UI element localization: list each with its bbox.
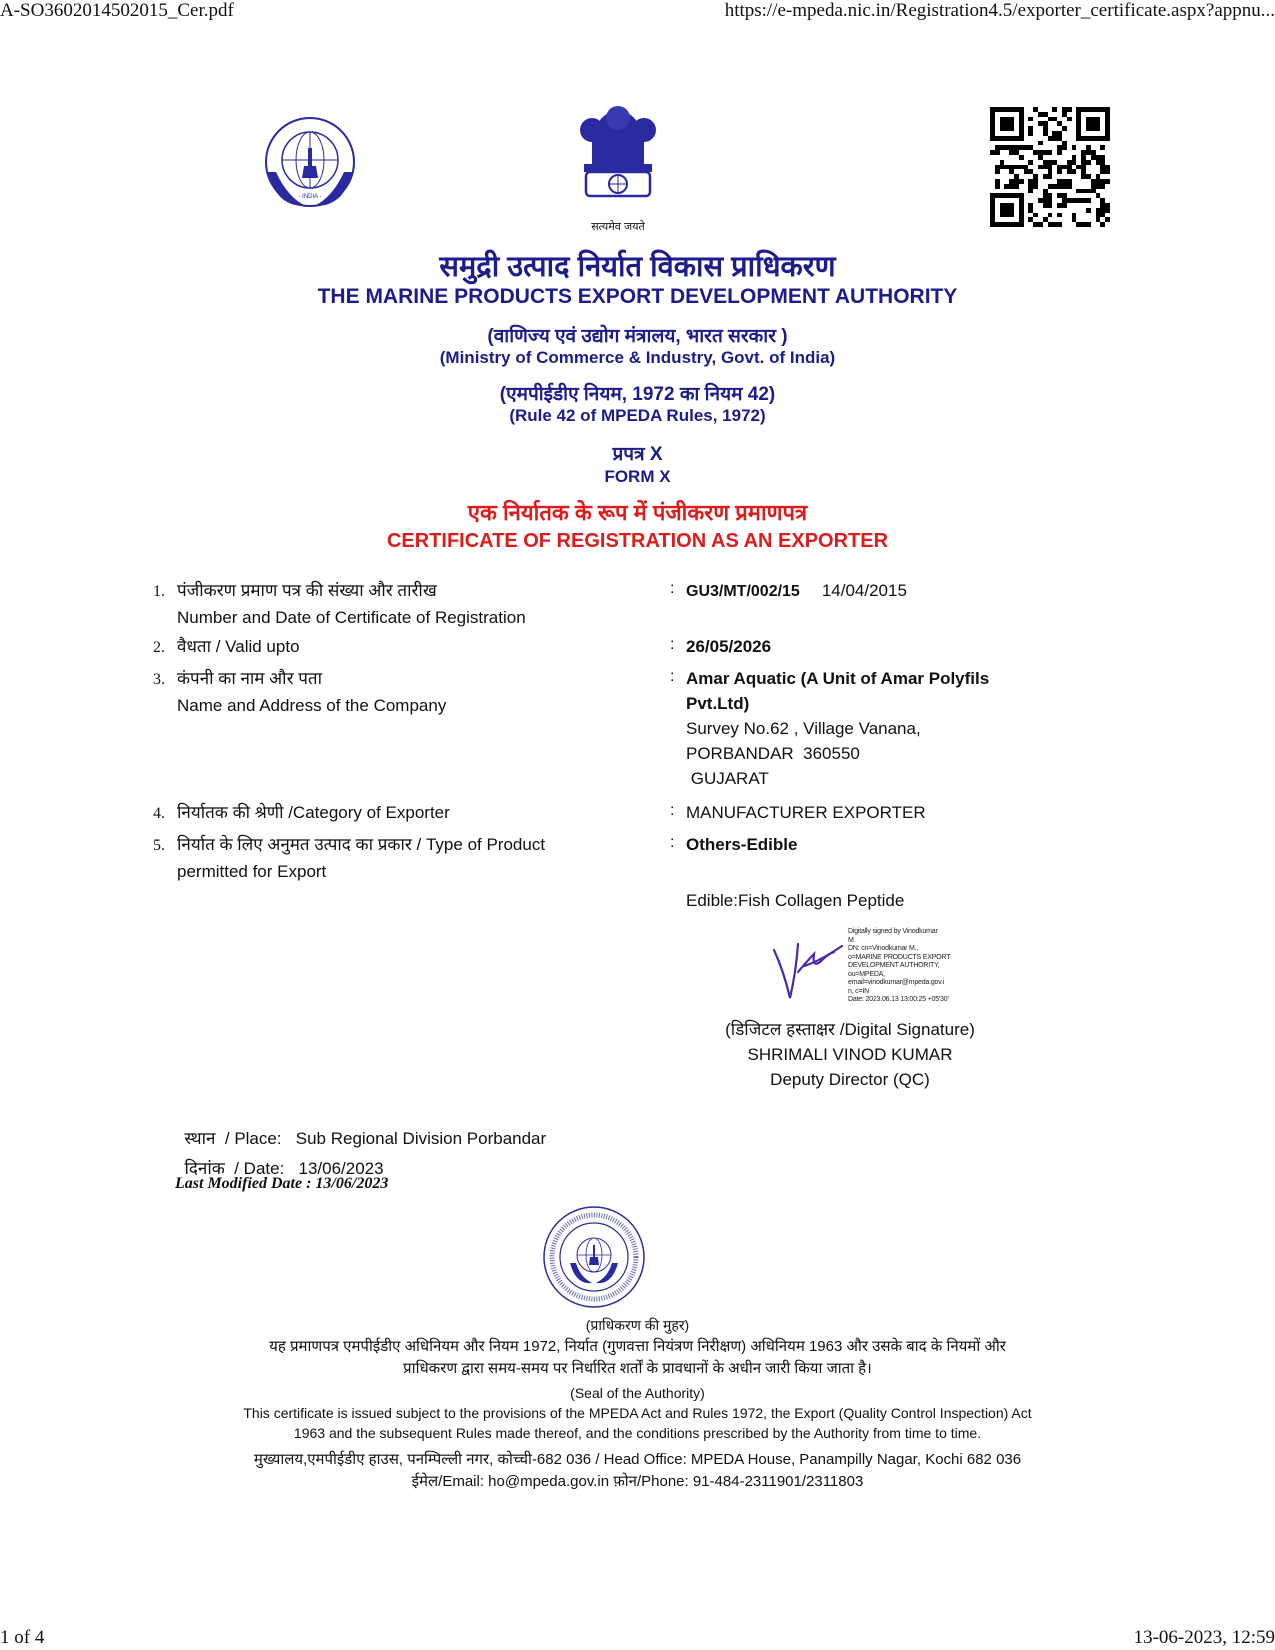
sig-meta-line: n, c=IN [848, 987, 869, 995]
field-number: 3. [153, 671, 165, 688]
pdf-url: https://e-mpeda.nic.in/Registration4.5/exporter_certificate.aspx?appnu... [724, 0, 1275, 21]
label-text: वैधता / Valid upto [177, 637, 300, 656]
sig-meta-line: DN: cn=Vinodkumar M., [848, 945, 919, 952]
label-english: Name and Address of the Company [177, 696, 447, 715]
ministry-english: (Ministry of Commerce & Industry, Govt. of India) [439, 348, 836, 367]
sig-meta-line: M. [848, 936, 856, 944]
mpeda-seal-icon [542, 1205, 646, 1309]
seal-label-english: (Seal of the Authority) [570, 1385, 705, 1401]
certificate-title-hindi: एक निर्यातक के रूप में पंजीकरण प्रमाणपत्र [467, 500, 808, 525]
rule-english: (Rule 42 of MPEDA Rules, 1972) [509, 406, 766, 425]
field-product-label [153, 832, 545, 885]
seal-label-hindi: (प्राधिकरण की मुहर) [585, 1317, 690, 1333]
notice-hindi-line1: यह प्रमाणपत्र एमपीईडीए अधिनियम और नियम 1972, निर्यात (गुणवत्ता नियंत्रण निरीक्षण) अधिनियम 1963 और उसके बाद के नियमों और [269, 1338, 1006, 1355]
place-label: स्थान / Place: [184, 1129, 282, 1148]
print-datetime: 13-06-2023, 12:59 [1133, 1627, 1275, 1648]
sig-meta-line: Date: 2023.06.13 13:00:25 +05'30' [848, 996, 949, 1003]
field-validity-label [153, 634, 300, 661]
label-line1: निर्यात के लिए अनुमत उत्पाद का प्रकार / Type of Product [177, 835, 546, 854]
pdf-filename: A-SO3602014502015_Cer.pdf [0, 0, 234, 21]
page-count: 1 of 4 [0, 1627, 45, 1648]
certificate-title-english: CERTIFICATE OF REGISTRATION AS AN EXPORTER [386, 530, 889, 552]
address-line1: Survey No.62 , Village Vanana, [686, 719, 921, 738]
qr-code-icon [990, 107, 1110, 227]
product-type-value: Others-Edible [686, 835, 798, 854]
national-motto: सत्यमेव जयते [591, 221, 645, 233]
colon: : [670, 636, 675, 653]
notice-hindi-line2: प्राधिकरण द्वारा समय-समय पर निर्धारित शर्तों के प्रावधानों के अधीन जारी किया जाता है। [403, 1360, 872, 1377]
sig-meta-line: ou=MPEDA, [848, 970, 885, 978]
sig-meta-line: email=vinodkumar@mpeda.gov.i [848, 979, 945, 986]
signatory-designation: Deputy Director (QC) [770, 1070, 930, 1089]
label-hindi: पंजीकरण प्रमाण पत्र की संख्या और तारीख [177, 581, 437, 600]
form-english: FORM X [604, 467, 671, 486]
signatory-name: SHRIMALI VINOD KUMAR [747, 1045, 953, 1064]
last-modified-date: Last Modified Date : 13/06/2023 [175, 1175, 389, 1192]
colon: : [670, 580, 675, 597]
place-value: Sub Regional Division Porbandar [295, 1129, 547, 1148]
colon: : [670, 668, 675, 685]
signature-scribble-icon [768, 932, 848, 1004]
label-text: निर्यातक की श्रेणी /Category of Exporter [177, 803, 450, 822]
signatory-block [640, 1017, 1060, 1092]
form-hindi: प्रपत्र X [612, 444, 663, 465]
valid-upto-value: 26/05/2026 [686, 637, 772, 656]
colon: : [670, 802, 675, 819]
field-category-label [153, 800, 450, 827]
colon: : [670, 834, 675, 851]
date-row [175, 1131, 384, 1181]
sig-meta-line: DEVELOPMENT AUTHORITY, [848, 962, 940, 969]
date-label: दिनांक / Date: [184, 1159, 285, 1178]
head-office-contact: ईमेल/Email: ho@mpeda.gov.in फ़ोन/Phone: 91-484-2311901/2311803 [411, 1473, 864, 1490]
label-english: Number and Date of Certificate of Registration [177, 608, 526, 627]
national-emblem-icon [570, 100, 666, 210]
ministry-hindi: (वाणिज्य एवं उद्योग मंत्रालय, भारत सरकार ) [487, 326, 788, 347]
head-office-address: मुख्यालय,एमपीईडीए हाउस, पनम्पिल्ली नगर, कोच्ची-682 036 / Head Office: MPEDA House, Panampilly Nagar, Kochi 682 036 [253, 1451, 1022, 1468]
registration-number: GU3/MT/002/15 [686, 583, 800, 600]
field-number: 2. [153, 639, 165, 656]
digital-signature-label: (डिजिटल हस्ताक्षर /Digital Signature) [725, 1020, 975, 1039]
label-line2: permitted for Export [177, 862, 327, 881]
date-value: 13/06/2023 [298, 1159, 384, 1178]
notice-english-line2: 1963 and the subsequent Rules made thereof, and the conditions prescribed by the Authority from time to time. [293, 1425, 982, 1441]
field-company-label [153, 666, 446, 719]
address-line2: PORBANDAR 360550 [686, 744, 860, 763]
field-registration-value [686, 578, 907, 604]
field-number: 4. [153, 805, 165, 822]
address-line3: GUJARAT [686, 769, 769, 788]
notice-english-line1: This certificate is issued subject to the provisions of the MPEDA Act and Rules 1972, the Export (Quality Control Inspection) Act [243, 1405, 1032, 1421]
company-name-line2: Pvt.Ltd) [686, 694, 750, 713]
field-registration-label [153, 578, 526, 631]
mpeda-logo-icon [258, 112, 362, 216]
org-name-hindi: समुद्री उत्पाद निर्यात विकास प्राधिकरण [439, 251, 836, 283]
company-name-line1: Amar Aquatic (A Unit of Amar Polyfils [686, 669, 990, 688]
field-number: 5. [153, 837, 165, 854]
field-number: 1. [153, 583, 165, 600]
label-hindi: कंपनी का नाम और पता [177, 669, 322, 688]
sig-meta-line: Digitally signed by Vinodkumar [848, 928, 938, 935]
rule-hindi: (एमपीईडीए नियम, 1972 का नियम 42) [499, 384, 776, 405]
digital-signature-metadata [848, 928, 958, 1005]
sig-meta-line: o=MARINE PRODUCTS EXPORT [848, 953, 951, 961]
org-name-english: THE MARINE PRODUCTS EXPORT DEVELOPMENT AUTHORITY [317, 285, 958, 308]
svg-text:- INDIA -: - INDIA - [298, 194, 322, 200]
category-value: MANUFACTURER EXPORTER [686, 803, 926, 822]
company-block [686, 666, 989, 791]
registration-date: 14/04/2015 [821, 581, 907, 600]
product-detail-value: Edible:Fish Collagen Peptide [686, 891, 905, 910]
